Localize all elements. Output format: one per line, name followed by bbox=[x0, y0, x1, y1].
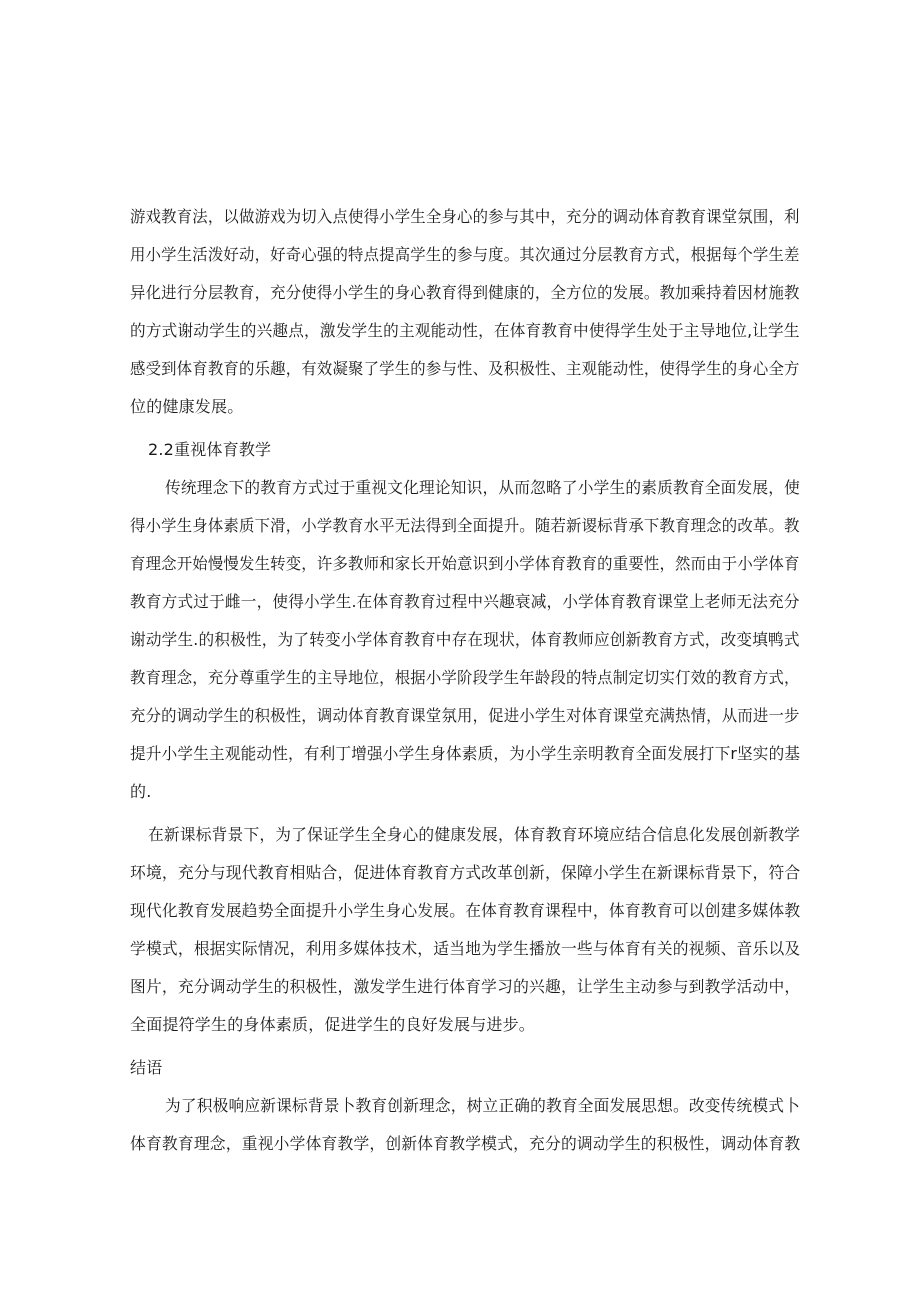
paragraph-line: 图片，充分调动学生的积极性，激发学生进行体育学习的兴趣，让学生主动参与到教学活动中， bbox=[130, 977, 801, 996]
paragraph-line: 感受到体育教育的乐趣，有效凝聚了学生的参与性、及积极性、主观能动性，使得学生的身心全方 bbox=[130, 359, 800, 378]
paragraph-line: 位的健康发展。 bbox=[130, 397, 244, 416]
paragraph-line: 传统理念下的教育方式过于重视文化理论知识，从而忽略了小学生的素质教育全面发展，使 bbox=[165, 478, 801, 497]
paragraph-line: 充分的调动学生的积极性，调动体育教育课堂氛用，促进小学生对体育课堂充满热情，从而进一步 bbox=[130, 706, 800, 725]
paragraph-line: 的方式谢动学生的兴趣点，激发学生的主观能动性，在体育教育中使得学生处于主导地位,让学生 bbox=[130, 321, 800, 340]
paragraph-line: 教育方式过于雌一，使得小学生.在体育教育过程中兴趣衰减，小学体育教育课堂上老师无法充分 bbox=[130, 592, 800, 611]
paragraph-line: 育理念开始慢慢发生转变，许多教师和家长开始意识到小学体育教育的重要性，然而由于小学体育 bbox=[130, 554, 800, 573]
paragraph-line: 用小学生活泼好动，好奇心强的特点提高学生的参与度。其次通过分层教育方式，根据每个学生差 bbox=[130, 245, 800, 264]
paragraph-line: 全面提符学生的身体素质，促进学生的良好发展与进步。 bbox=[130, 1015, 536, 1034]
paragraph-line: 谢动学生.的积极性，为了转变小学体育教育中存在现状，体育教师应创新教育方式，改变填鸭式 bbox=[130, 630, 800, 649]
paragraph-line: 提升小学生主观能动性，有利丁增强小学生身体素质，为小学生亲明教育全面发展打下r坚实的基 bbox=[130, 744, 801, 763]
section-heading: 2.2重视体育教学 bbox=[148, 440, 272, 459]
paragraph-line: 异化进行分层教育，充分使得小学生的身心教育得到健康的，全方位的发展。教加乘持着因材施教 bbox=[130, 283, 800, 302]
paragraph-line: 体育教育理念，重视小学体育教学，创新体育教学模式，充分的调动学生的积极性，调动体育教 bbox=[130, 1134, 801, 1153]
paragraph-line: 的. bbox=[130, 782, 152, 801]
paragraph-line: 学模式，根据实际情况，利用多媒体技术，适当地为学生播放一些与体育有关的视频、音乐以及 bbox=[130, 939, 801, 958]
paragraph-line: 在新课标背景下，为了保证学生全身心的健康发展，体育教育环境应结合信息化发展创新教学 bbox=[148, 825, 801, 844]
paragraph-line: 教育理念，充分尊重学生的主导地位，根据小学阶段学生年龄段的特点制定切实仃效的教育方式， bbox=[130, 668, 800, 687]
paragraph-line: 得小学生身体素质下滑，小学教育水平无法得到全面提升。随若新谡标背承下教育理念的改革。教 bbox=[130, 516, 800, 535]
paragraph-line: 为了积极响应新课标背景卜教育创新理念，树立正确的教育全面发展思想。改变传统模式卜 bbox=[165, 1096, 801, 1115]
paragraph-line: 环境，充分与现代教育相贴合，促进体育教育方式改革创新，保障小学生在新课标背景下，符合 bbox=[130, 863, 801, 882]
section-heading: 结语 bbox=[130, 1058, 163, 1077]
paragraph-line: 现代化教育发展趋势全面提升小学生身心发展。在体育教育课程中，体育教育可以创建多媒体教 bbox=[130, 901, 801, 920]
paragraph-line: 游戏教育法，以做游戏为切入点使得小学生全身心的参与其中，充分的调动体育教育课堂氛围，利 bbox=[130, 207, 800, 226]
